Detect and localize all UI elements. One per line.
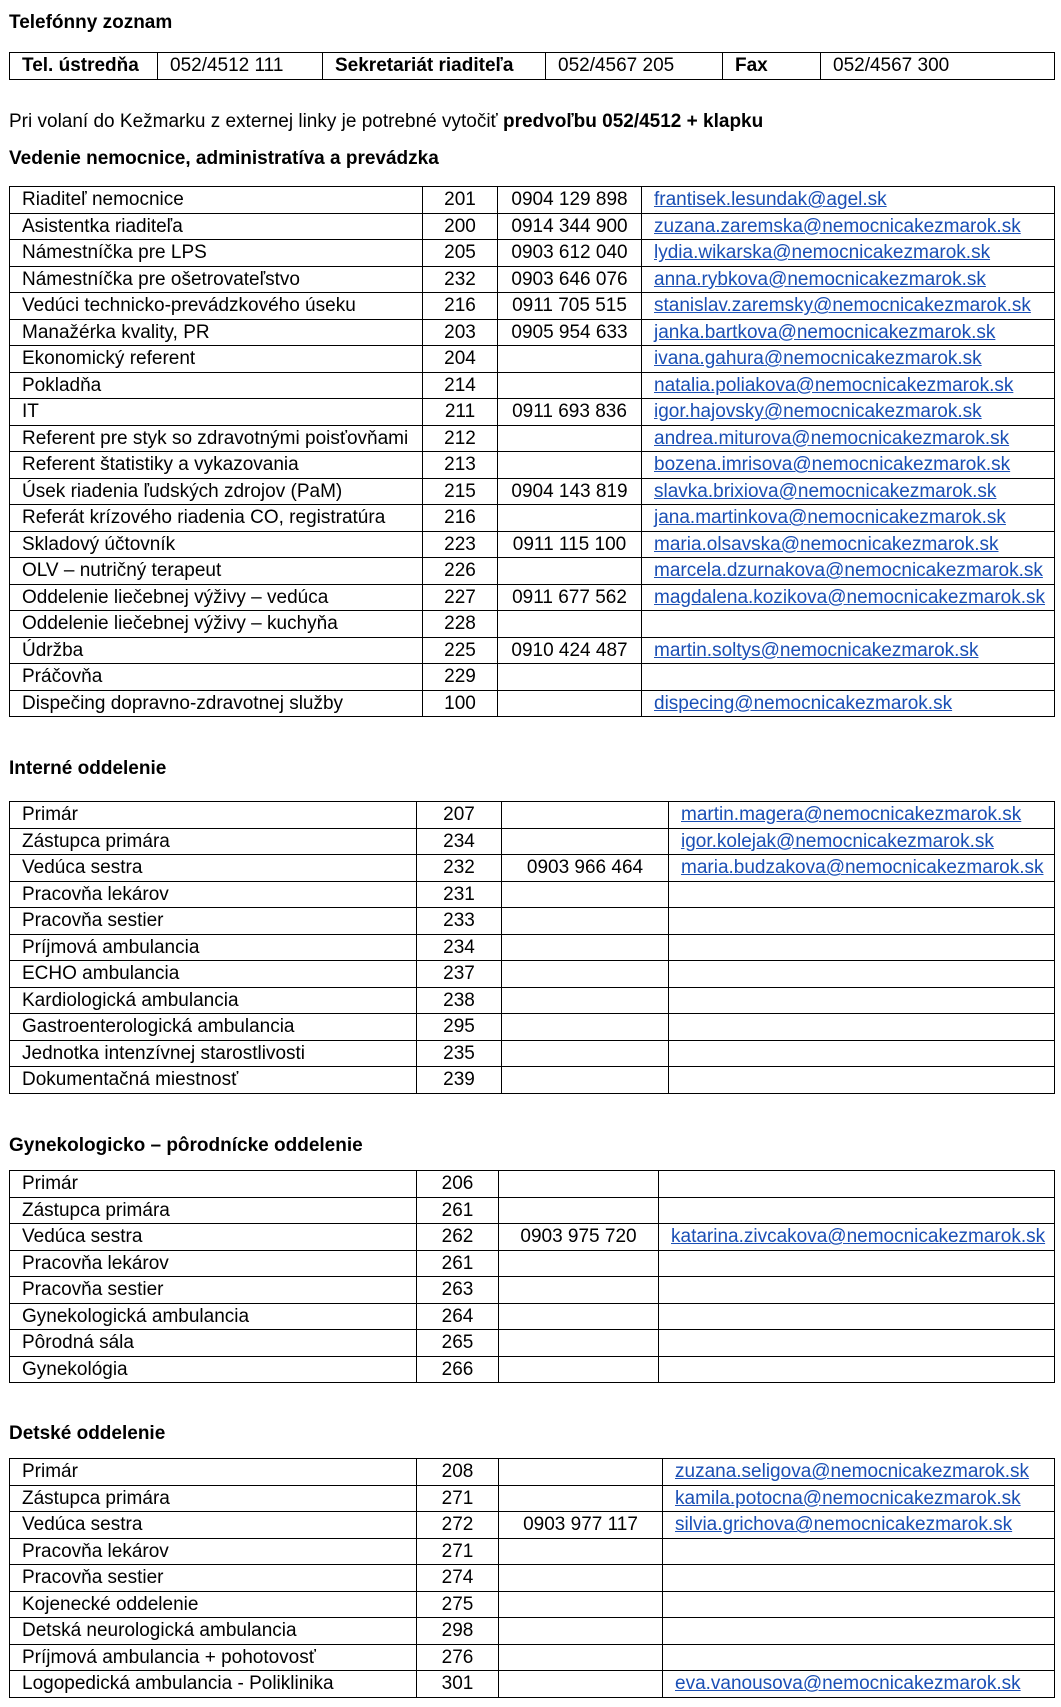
department-cell: Pokladňa [10, 372, 423, 399]
email-link[interactable]: frantisek.lesundak@agel.sk [654, 189, 887, 211]
mobile-cell [502, 934, 669, 961]
email-link[interactable]: anna.rybkova@nemocnicakezmarok.sk [654, 268, 986, 290]
email-cell [642, 690, 1055, 717]
department-cell: Referent pre styk so zdravotnými poisťovňami [10, 425, 423, 452]
email-cell [642, 266, 1055, 293]
section-title: Gynekologicko – pôrodnícke oddelenie [9, 1135, 363, 1156]
note-text: Pri volaní do Kežmarku z externej linky je potrebné vytočiť [9, 111, 503, 132]
department-cell: Vedúci technicko-prevádzkového úseku [10, 293, 423, 320]
table-row [10, 372, 1055, 399]
email-cell [669, 961, 1055, 988]
fax-value: 052/4567 300 [821, 53, 1055, 80]
table-row [10, 934, 1055, 961]
department-cell: Zástupca primára [10, 1197, 417, 1224]
extension-cell: 229 [423, 664, 498, 691]
department-cell: IT [10, 399, 423, 426]
email-cell [659, 1197, 1055, 1224]
email-cell [669, 802, 1055, 829]
email-link[interactable]: magdalena.kozikova@nemocnicakezmarok.sk [654, 586, 1046, 608]
email-cell [663, 1671, 1055, 1698]
section-table [9, 186, 1055, 717]
department-cell: Dokumentačná miestnosť [10, 1067, 417, 1094]
table-row [10, 53, 1055, 80]
extension-cell: 235 [417, 1040, 502, 1067]
table-row [10, 1330, 1055, 1357]
department-cell: Príjmová ambulancia + pohotovosť [10, 1644, 417, 1671]
email-cell [642, 478, 1055, 505]
extension-cell: 200 [423, 213, 498, 240]
email-cell [669, 1040, 1055, 1067]
email-link[interactable]: maria.budzakova@nemocnicakezmarok.sk [681, 857, 1044, 879]
department-cell: Primár [10, 1459, 417, 1486]
table-row [10, 1040, 1055, 1067]
extension-cell: 213 [423, 452, 498, 479]
table-row [10, 637, 1055, 664]
extension-cell: 206 [417, 1171, 499, 1198]
email-link[interactable]: martin.magera@nemocnicakezmarok.sk [681, 804, 1022, 826]
table-row [10, 1671, 1055, 1698]
central-label: Tel. ústredňa [10, 53, 158, 80]
mobile-cell [499, 1538, 663, 1565]
extension-cell: 208 [417, 1459, 499, 1486]
table-row [10, 1485, 1055, 1512]
email-cell [663, 1618, 1055, 1645]
table-row [10, 1459, 1055, 1486]
extension-cell: 262 [417, 1224, 499, 1251]
email-cell [659, 1330, 1055, 1357]
department-cell: Gynekológia [10, 1356, 417, 1383]
table-row [10, 1303, 1055, 1330]
email-cell [669, 908, 1055, 935]
email-cell [642, 505, 1055, 532]
table-row [10, 1014, 1055, 1041]
department-cell: Vedúca sestra [10, 855, 417, 882]
extension-cell: 226 [423, 558, 498, 585]
mobile-cell [499, 1565, 663, 1592]
extension-cell: 216 [423, 293, 498, 320]
department-cell: Skladový účtovník [10, 531, 423, 558]
mobile-cell [498, 558, 642, 585]
department-cell: Príjmová ambulancia [10, 934, 417, 961]
extension-cell: 264 [417, 1303, 499, 1330]
extension-cell: 214 [423, 372, 498, 399]
email-cell [642, 584, 1055, 611]
mobile-cell: 0910 424 487 [498, 637, 642, 664]
department-cell: Kojenecké oddelenie [10, 1591, 417, 1618]
table-row [10, 293, 1055, 320]
extension-cell: 211 [423, 399, 498, 426]
mobile-cell [502, 828, 669, 855]
email-cell [642, 346, 1055, 373]
email-cell [642, 558, 1055, 585]
department-cell: Vedúca sestra [10, 1224, 417, 1251]
mobile-cell [499, 1618, 663, 1645]
table-row [10, 266, 1055, 293]
email-cell [659, 1303, 1055, 1330]
department-cell: Pracovňa lekárov [10, 1250, 417, 1277]
department-cell: Námestníčka pre ošetrovateľstvo [10, 266, 423, 293]
mobile-cell [498, 611, 642, 638]
table-row [10, 346, 1055, 373]
section-title: Vedenie nemocnice, administratíva a prevádzka [9, 148, 439, 169]
mobile-cell [498, 452, 642, 479]
email-link[interactable]: martin.soltys@nemocnicakezmarok.sk [654, 639, 979, 661]
extension-cell: 271 [417, 1538, 499, 1565]
extension-cell: 215 [423, 478, 498, 505]
table-row [10, 802, 1055, 829]
email-link[interactable]: zuzana.seligova@nemocnicakezmarok.sk [675, 1461, 1030, 1483]
section-title: Detské oddelenie [9, 1423, 166, 1444]
department-cell: Jednotka intenzívnej starostlivosti [10, 1040, 417, 1067]
department-cell: Detská neurologická ambulancia [10, 1618, 417, 1645]
mobile-cell: 0903 646 076 [498, 266, 642, 293]
extension-cell: 212 [423, 425, 498, 452]
department-cell: Pracovňa lekárov [10, 1538, 417, 1565]
mobile-cell [498, 372, 642, 399]
mobile-cell [502, 1067, 669, 1094]
email-cell [642, 372, 1055, 399]
department-cell: Logopedická ambulancia - Poliklinika [10, 1671, 417, 1698]
department-cell: Pracovňa sestier [10, 1277, 417, 1304]
email-link[interactable]: maria.olsavska@nemocnicakezmarok.sk [654, 533, 999, 555]
extension-cell: 100 [423, 690, 498, 717]
email-cell [669, 828, 1055, 855]
email-cell [642, 611, 1055, 638]
mobile-cell [502, 1014, 669, 1041]
department-cell: Referent štatistiky a vykazovania [10, 452, 423, 479]
email-link[interactable]: dispecing@nemocnicakezmarok.sk [654, 692, 953, 714]
mobile-cell [498, 505, 642, 532]
department-cell: Dispečing dopravno-zdravotnej služby [10, 690, 423, 717]
email-link[interactable]: stanislav.zaremsky@nemocnicakezmarok.sk [654, 295, 1031, 317]
email-link[interactable]: jana.martinkova@nemocnicakezmarok.sk [654, 507, 1006, 529]
mobile-cell [499, 1303, 659, 1330]
mobile-cell [499, 1671, 663, 1698]
email-cell [659, 1277, 1055, 1304]
table-row [10, 1644, 1055, 1671]
table-row [10, 1565, 1055, 1592]
department-cell: Pracovňa lekárov [10, 881, 417, 908]
page-title: Telefónny zoznam [9, 12, 173, 33]
email-link[interactable]: lydia.wikarska@nemocnicakezmarok.sk [654, 242, 991, 264]
mobile-cell: 0905 954 633 [498, 319, 642, 346]
table-row [10, 1224, 1055, 1251]
extension-cell: 204 [423, 346, 498, 373]
table-row [10, 584, 1055, 611]
extension-cell: 203 [423, 319, 498, 346]
central-value: 052/4512 111 [158, 53, 323, 80]
department-cell: Riaditeľ nemocnice [10, 187, 423, 214]
table-row [10, 987, 1055, 1014]
department-cell: ECHO ambulancia [10, 961, 417, 988]
email-cell [669, 855, 1055, 882]
department-cell: Oddelenie liečebnej výživy – vedúca [10, 584, 423, 611]
extension-cell: 261 [417, 1250, 499, 1277]
mobile-cell: 0903 966 464 [502, 855, 669, 882]
extension-cell: 298 [417, 1618, 499, 1645]
email-cell [642, 213, 1055, 240]
mobile-cell [502, 987, 669, 1014]
extension-cell: 239 [417, 1067, 502, 1094]
mobile-cell [502, 961, 669, 988]
email-cell [642, 187, 1055, 214]
email-link[interactable]: katarina.zivcakova@nemocnicakezmarok.sk [671, 1226, 1046, 1248]
email-cell [642, 293, 1055, 320]
extension-cell: 237 [417, 961, 502, 988]
extension-cell: 232 [417, 855, 502, 882]
table-row [10, 1512, 1055, 1539]
extension-cell: 201 [423, 187, 498, 214]
extension-cell: 234 [417, 828, 502, 855]
email-cell [642, 637, 1055, 664]
secretary-label: Sekretariát riaditeľa [323, 53, 546, 80]
email-link[interactable]: silvia.grichova@nemocnicakezmarok.sk [675, 1514, 1013, 1536]
email-link[interactable]: marcela.dzurnakova@nemocnicakezmarok.sk [654, 560, 1043, 582]
department-cell: Práčovňa [10, 664, 423, 691]
department-cell: Pracovňa sestier [10, 908, 417, 935]
email-link[interactable]: slavka.brixiova@nemocnicakezmarok.sk [654, 480, 997, 502]
email-link[interactable]: igor.hajovsky@nemocnicakezmarok.sk [654, 401, 982, 423]
extension-cell: 276 [417, 1644, 499, 1671]
email-link[interactable]: andrea.miturova@nemocnicakezmarok.sk [654, 427, 1010, 449]
mobile-cell: 0904 143 819 [498, 478, 642, 505]
email-link[interactable]: kamila.potocna@nemocnicakezmarok.sk [675, 1487, 1021, 1509]
section-title: Interné oddelenie [9, 758, 167, 779]
table-row [10, 881, 1055, 908]
mobile-cell [499, 1459, 663, 1486]
table-row [10, 908, 1055, 935]
extension-cell: 295 [417, 1014, 502, 1041]
mobile-cell [499, 1485, 663, 1512]
extension-cell: 301 [417, 1671, 499, 1698]
section-table [9, 1170, 1055, 1383]
email-cell [669, 1014, 1055, 1041]
department-cell: Pracovňa sestier [10, 1565, 417, 1592]
mobile-cell [498, 425, 642, 452]
extension-cell: 274 [417, 1565, 499, 1592]
department-cell: OLV – nutričný terapeut [10, 558, 423, 585]
extension-cell: 228 [423, 611, 498, 638]
email-cell [642, 399, 1055, 426]
table-row [10, 505, 1055, 532]
mobile-cell [499, 1330, 659, 1357]
department-cell: Ekonomický referent [10, 346, 423, 373]
extension-cell: 275 [417, 1591, 499, 1618]
mobile-cell [502, 881, 669, 908]
table-row [10, 425, 1055, 452]
table-row [10, 1356, 1055, 1383]
extension-cell: 265 [417, 1330, 499, 1357]
section-table [9, 801, 1055, 1094]
table-row [10, 855, 1055, 882]
extension-cell: 233 [417, 908, 502, 935]
mobile-cell: 0903 977 117 [499, 1512, 663, 1539]
department-cell: Kardiologická ambulancia [10, 987, 417, 1014]
table-row [10, 1277, 1055, 1304]
department-cell: Asistentka riaditeľa [10, 213, 423, 240]
extension-cell: 263 [417, 1277, 499, 1304]
email-link[interactable]: zuzana.zaremska@nemocnicakezmarok.sk [654, 215, 1021, 237]
department-cell: Primár [10, 802, 417, 829]
mobile-cell: 0914 344 900 [498, 213, 642, 240]
table-row [10, 1171, 1055, 1198]
email-cell [642, 425, 1055, 452]
extension-cell: 232 [423, 266, 498, 293]
mobile-cell [499, 1591, 663, 1618]
mobile-cell [499, 1171, 659, 1198]
email-cell [642, 452, 1055, 479]
table-row [10, 240, 1055, 267]
table-row [10, 690, 1055, 717]
email-cell [642, 531, 1055, 558]
extension-cell: 272 [417, 1512, 499, 1539]
email-cell [663, 1644, 1055, 1671]
department-cell: Referát krízového riadenia CO, registratúra [10, 505, 423, 532]
mobile-cell: 0911 693 836 [498, 399, 642, 426]
mobile-cell [502, 908, 669, 935]
table-row [10, 1591, 1055, 1618]
table-row [10, 452, 1055, 479]
mobile-cell [499, 1277, 659, 1304]
email-link[interactable]: bozena.imrisova@nemocnicakezmarok.sk [654, 454, 1011, 476]
extension-cell: 216 [423, 505, 498, 532]
table-row [10, 399, 1055, 426]
department-cell: Manažérka kvality, PR [10, 319, 423, 346]
mobile-cell [498, 690, 642, 717]
email-link[interactable]: ivana.gahura@nemocnicakezmarok.sk [654, 348, 982, 370]
extension-cell: 225 [423, 637, 498, 664]
department-cell: Zástupca primára [10, 828, 417, 855]
email-cell [642, 240, 1055, 267]
department-cell: Zástupca primára [10, 1485, 417, 1512]
email-link[interactable]: eva.vanousova@nemocnicakezmarok.sk [675, 1673, 1021, 1695]
department-cell: Údržba [10, 637, 423, 664]
mobile-cell [498, 664, 642, 691]
table-row [10, 664, 1055, 691]
table-row [10, 1067, 1055, 1094]
extension-cell: 227 [423, 584, 498, 611]
extension-cell: 266 [417, 1356, 499, 1383]
email-cell [663, 1459, 1055, 1486]
dialing-note [9, 111, 763, 133]
table-row [10, 558, 1055, 585]
table-row [10, 213, 1055, 240]
mobile-cell [499, 1197, 659, 1224]
department-cell: Gastroenterologická ambulancia [10, 1014, 417, 1041]
department-cell: Primár [10, 1171, 417, 1198]
department-cell: Úsek riadenia ľudských zdrojov (PaM) [10, 478, 423, 505]
extension-cell: 231 [417, 881, 502, 908]
email-cell [663, 1538, 1055, 1565]
email-cell [663, 1485, 1055, 1512]
table-row [10, 1197, 1055, 1224]
mobile-cell: 0904 129 898 [498, 187, 642, 214]
email-cell [659, 1250, 1055, 1277]
mobile-cell [498, 346, 642, 373]
extension-cell: 234 [417, 934, 502, 961]
table-row [10, 531, 1055, 558]
extension-cell: 207 [417, 802, 502, 829]
table-row [10, 828, 1055, 855]
mobile-cell [499, 1356, 659, 1383]
email-link[interactable]: janka.bartkova@nemocnicakezmarok.sk [654, 321, 996, 343]
extension-cell: 261 [417, 1197, 499, 1224]
department-cell: Pôrodná sála [10, 1330, 417, 1357]
email-cell [669, 1067, 1055, 1094]
mobile-cell [499, 1250, 659, 1277]
mobile-cell: 0911 677 562 [498, 584, 642, 611]
department-cell: Vedúca sestra [10, 1512, 417, 1539]
extension-cell: 271 [417, 1485, 499, 1512]
email-cell [663, 1565, 1055, 1592]
extension-cell: 238 [417, 987, 502, 1014]
extension-cell: 223 [423, 531, 498, 558]
table-row [10, 1618, 1055, 1645]
table-row [10, 611, 1055, 638]
table-row [10, 961, 1055, 988]
email-cell [663, 1591, 1055, 1618]
email-link[interactable]: natalia.poliakova@nemocnicakezmarok.sk [654, 374, 1014, 396]
extension-cell: 205 [423, 240, 498, 267]
email-cell [659, 1171, 1055, 1198]
department-cell: Námestníčka pre LPS [10, 240, 423, 267]
note-bold: predvoľbu 052/4512 + klapku [502, 111, 764, 132]
switchboard-table [9, 52, 1055, 80]
email-cell [669, 934, 1055, 961]
table-row [10, 1250, 1055, 1277]
mobile-cell [499, 1644, 663, 1671]
mobile-cell: 0911 705 515 [498, 293, 642, 320]
secretary-value: 052/4567 205 [546, 53, 723, 80]
department-cell: Oddelenie liečebnej výživy – kuchyňa [10, 611, 423, 638]
table-row [10, 319, 1055, 346]
fax-label: Fax [723, 53, 821, 80]
table-row [10, 478, 1055, 505]
email-cell [669, 987, 1055, 1014]
table-row [10, 187, 1055, 214]
department-cell: Gynekologická ambulancia [10, 1303, 417, 1330]
mobile-cell: 0903 612 040 [498, 240, 642, 267]
section-table [9, 1458, 1055, 1698]
email-cell [663, 1512, 1055, 1539]
email-cell [659, 1224, 1055, 1251]
mobile-cell: 0903 975 720 [499, 1224, 659, 1251]
email-cell [669, 881, 1055, 908]
email-cell [642, 319, 1055, 346]
mobile-cell [502, 802, 669, 829]
mobile-cell [502, 1040, 669, 1067]
email-link[interactable]: igor.kolejak@nemocnicakezmarok.sk [681, 830, 994, 852]
table-row [10, 1538, 1055, 1565]
email-cell [642, 664, 1055, 691]
mobile-cell: 0911 115 100 [498, 531, 642, 558]
email-cell [659, 1356, 1055, 1383]
